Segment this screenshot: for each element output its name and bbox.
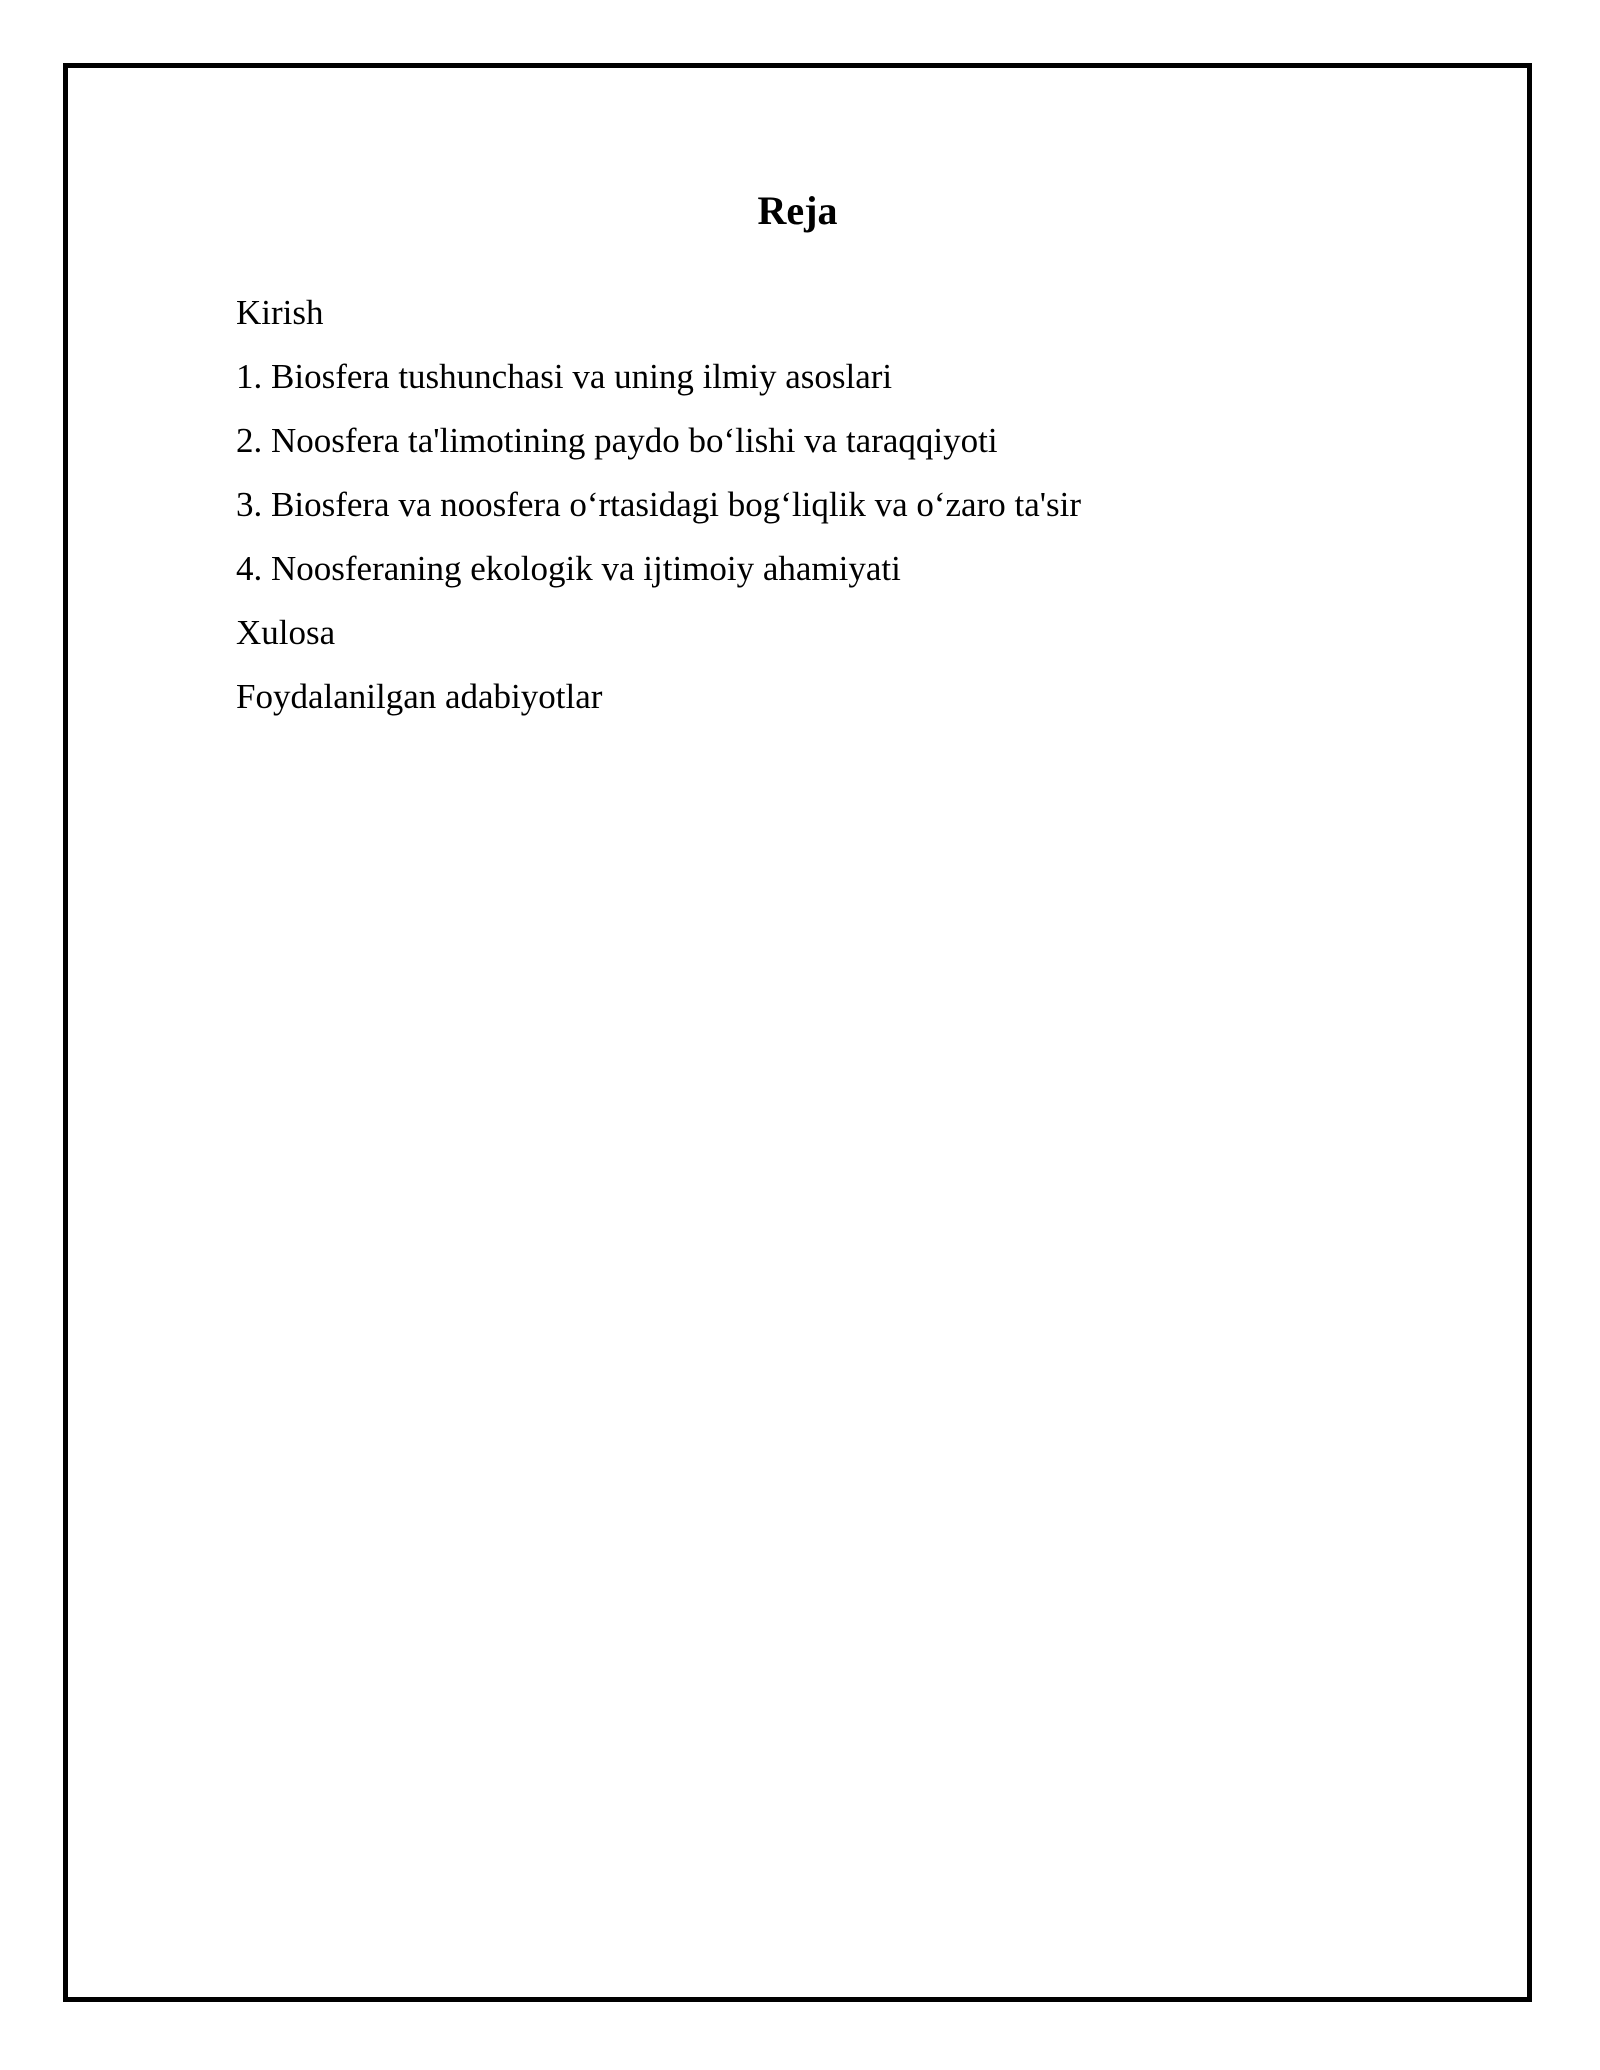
plan-item-2: 2. Noosfera ta'limotining paydo bo‘lishi va taraqqiyoti bbox=[236, 421, 998, 460]
plan-item-3: 3. Biosfera va noosfera o‘rtasidagi bog‘liqlik va o‘zaro ta'sir bbox=[236, 485, 1082, 524]
page-title: Reja bbox=[757, 188, 838, 233]
page-frame bbox=[63, 63, 1532, 2002]
plan-item-4: 4. Noosferaning ekologik va ijtimoiy ahamiyati bbox=[236, 549, 901, 588]
plan-item-references: Foydalanilgan adabiyotlar bbox=[236, 677, 603, 716]
plan-list bbox=[236, 292, 1081, 740]
plan-item-introduction: Kirish bbox=[236, 293, 324, 332]
plan-item-1: 1. Biosfera tushunchasi va uning ilmiy asoslari bbox=[236, 357, 893, 396]
plan-item-conclusion: Xulosa bbox=[236, 613, 336, 652]
